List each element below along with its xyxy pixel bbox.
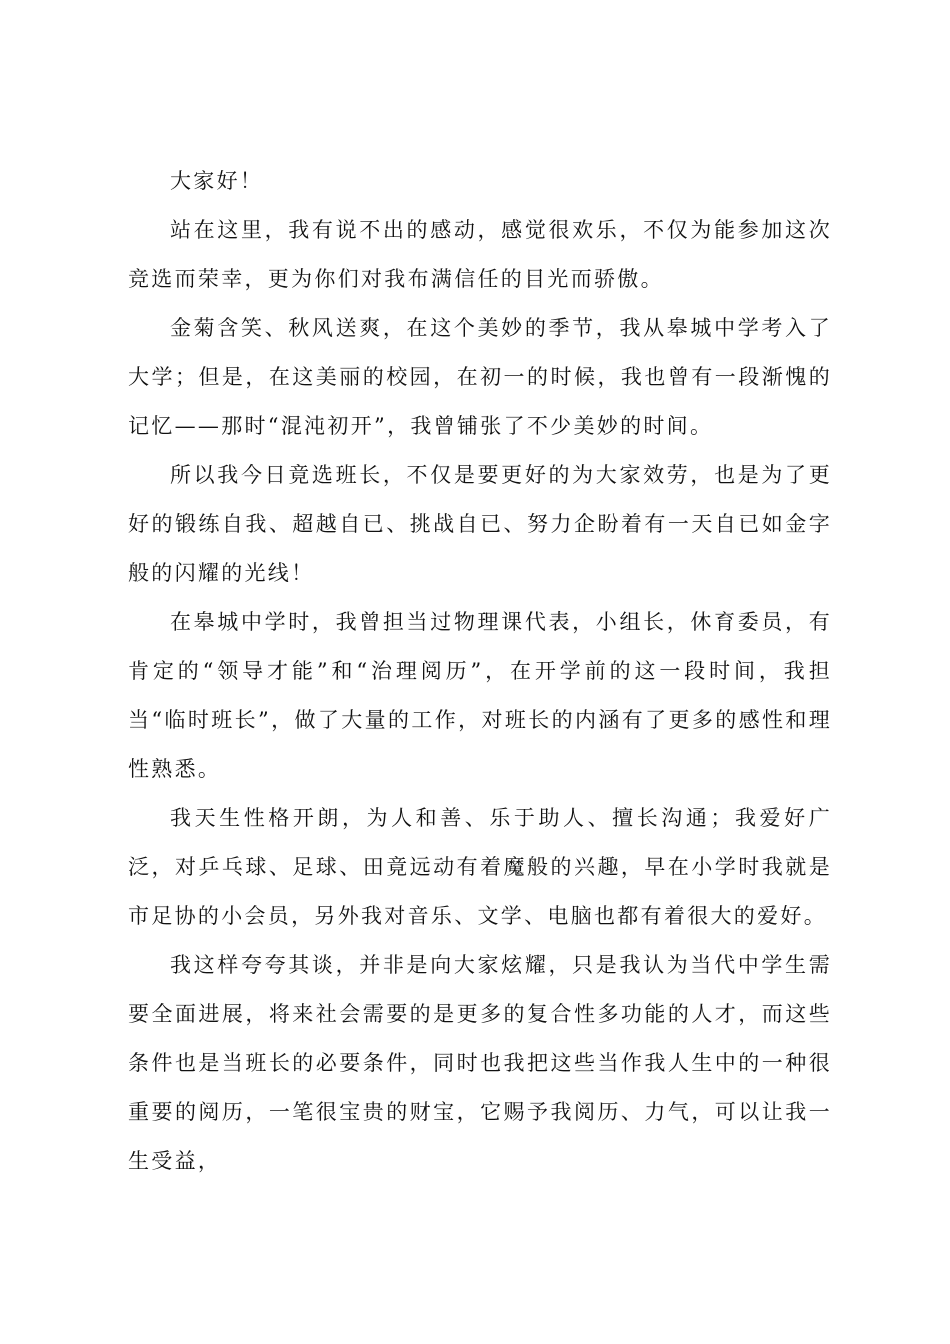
body-paragraph-3: 所以我今日竟选班长，不仅是要更好的为大家效劳，也是为了更好的锻练自我、超越自已、挑战自已、努力企盼着有一天自已如金字般的闪耀的光线！ (128, 463, 832, 585)
body-paragraph-6: 我这样夸夸其谈，并非是向大家炫耀，只是我认为当代中学生需要全面进展，将来社会需要的是更多的复合性多功能的人才，而这些条件也是当班长的必要条件，同时也我把这些当作我人生中的一种很重要的阅历，一笔很宝贵的财宝，它赐予我阅历、力气，可以让我一生受益， (128, 953, 832, 1173)
body-paragraph-1: 站在这里，我有说不出的感动，感觉很欢乐，不仅为能参加这次竞选而荣幸，更为你们对我布满信任的目光而骄傲。 (128, 218, 832, 291)
body-paragraph-4: 在皋城中学时，我曾担当过物理课代表，小组长，休育委员，有肯定的“领导才能”和“治理阅历”，在开学前的这一段时间，我担当“临时班长”，做了大量的工作，对班长的内涵有了更多的感性和理性熟悉。 (128, 610, 832, 781)
speech-body (128, 157, 832, 1186)
greeting-paragraph: 大家好！ (170, 169, 264, 193)
body-paragraph-2: 金菊含笑、秋风送爽，在这个美妙的季节，我从皋城中学考入了大学；但是，在这美丽的校园，在初一的时候，我也曾有一段渐愧的记忆——那时“混沌初开”，我曾铺张了不少美妙的时间。 (128, 316, 832, 438)
body-paragraph-5: 我天生性格开朗，为人和善、乐于助人、擅长沟通；我爱好广泛，对乒乓球、足球、田竟远动有着魔般的兴趣，早在小学时我就是市足协的小会员，另外我对音乐、文学、电脑也都有着很大的爱好。 (128, 806, 832, 928)
